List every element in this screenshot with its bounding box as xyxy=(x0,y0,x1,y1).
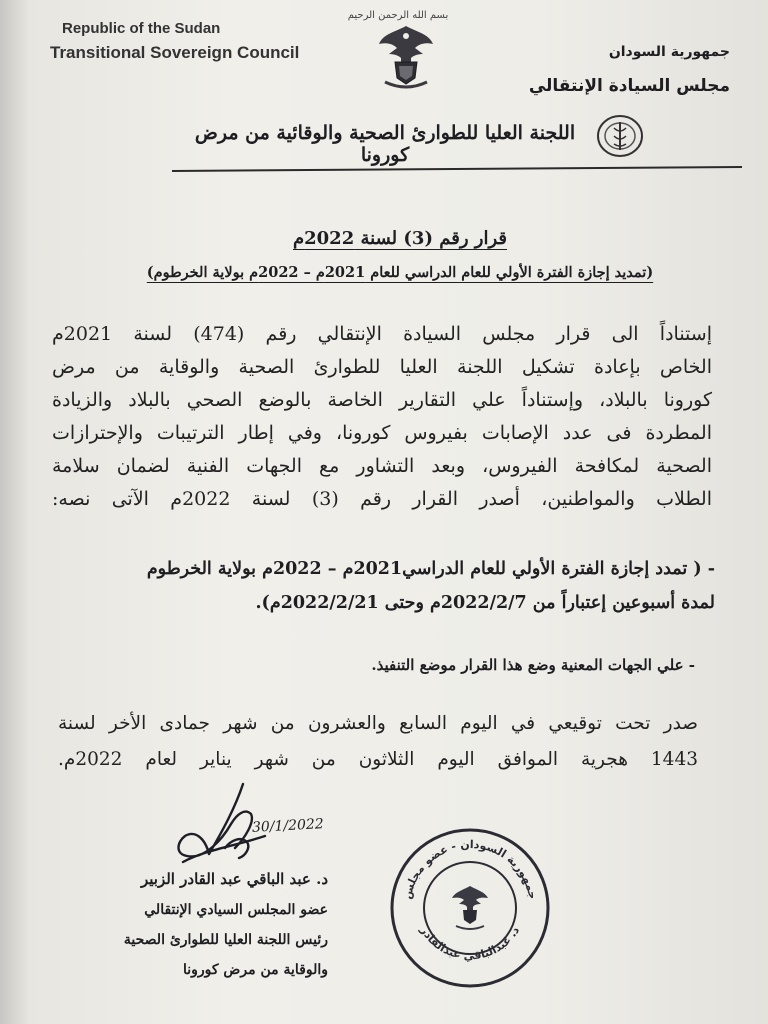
signatory-title-2: رئيس اللجنة العليا للطوارئ الصحية xyxy=(123,932,328,948)
signatory-name: د. عبد الباقي عبد القادر الزبير xyxy=(140,870,328,888)
closing-line: 1443 هجرية الموافق اليوم الثلاثون من شهر يناير لعام 2022م. xyxy=(58,749,698,770)
committee-title: اللجنة العليا للطوارئ الصحية والوقائية من مرض كورونا xyxy=(194,122,576,166)
header-ar-line1: جمهورية السودان xyxy=(608,44,730,60)
basmala: بسم الله الرحمن الرحيم xyxy=(347,10,449,21)
decision-item-1 xyxy=(60,552,715,620)
closing-paragraph xyxy=(58,706,698,778)
signatory-title-1: عضو المجلس السيادي الإنتقالي xyxy=(144,902,328,918)
closing-line: صدر تحت توقيعي في اليوم السابع والعشرون من شهر جمادى الأخر لسنة xyxy=(58,713,698,734)
body-line: الخاص بإعادة تشكيل اللجنة العليا للطوارئ الصحية والوقاية من مرض xyxy=(52,356,712,378)
header-en-line2: Transitional Sovereign Council xyxy=(50,43,300,62)
stamp-emblem-icon xyxy=(452,886,488,929)
decision-item-2: - علي الجهات المعنية وضع هذا القرار موضع التنفيذ. xyxy=(371,656,695,674)
header-ar-line2: مجلس السيادة الإنتقالي xyxy=(528,76,730,96)
header-en-line1: Republic of the Sudan xyxy=(62,20,221,37)
decision-subtitle: (تمديد إجازة الفترة الأولي للعام الدراسي للعام 2021م – 2022م بولاية الخرطوم) xyxy=(146,264,654,281)
item-line: لمدة أسبوعين إعتباراً من 2022/2/7م وحتى 2022/2/21م). xyxy=(255,593,715,613)
body-line: المطردة فى عدد الإصابات بفيروس كورونا، وفي إطار الترتيبات والإحترازات xyxy=(52,422,712,444)
decision-title: قرار رقم (3) لسنة 2022م xyxy=(292,228,508,249)
sudan-emblem-icon xyxy=(375,22,437,90)
signature-date: 30/1/2022 xyxy=(251,816,325,836)
stamp-top-text: جمهورية السودان - عضو مجلس xyxy=(400,837,540,901)
body-paragraph xyxy=(52,318,712,516)
body-line: إستناداً الى قرار مجلس السيادة الإنتقالي رقم (474) لسنة 2021م xyxy=(52,323,712,345)
body-line: الصحية لمكافحة الفيروس، وبعد التشاور مع الجهات الفنية لضمان سلامة xyxy=(52,455,712,477)
stamp-bottom-text: د. عبدالباقي عبدالقادر xyxy=(417,924,523,963)
body-line: الطلاب والمواطنين، أصدر القرار رقم (3) لسنة 2022م الآتى نصه: xyxy=(52,488,712,510)
body-line: كورونا بالبلاد، وإستناداً علي التقارير الخاصة بالوضع الصحي بالبلاد والزيادة xyxy=(52,389,712,411)
official-stamp xyxy=(388,826,552,990)
committee-logo-icon xyxy=(596,112,644,160)
item-line: - ( تمدد إجازة الفترة الأولي للعام الدراسي2021م – 2022م بولاية الخرطوم xyxy=(146,559,715,579)
page-shadow xyxy=(0,0,30,1024)
signatory-title-3: والوقاية من مرض كورونا xyxy=(182,962,328,978)
